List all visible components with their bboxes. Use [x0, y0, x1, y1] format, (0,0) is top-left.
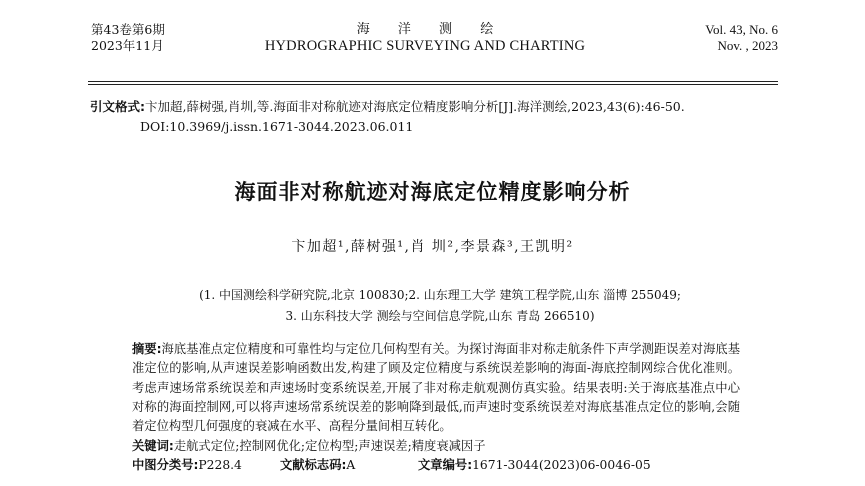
clc-value: P228.4 — [198, 458, 242, 472]
abstract — [132, 340, 740, 436]
keywords — [132, 437, 486, 455]
date-en: Nov. , 2023 — [717, 38, 778, 53]
journal-name-en: HYDROGRAPHIC SURVEYING AND CHARTING — [264, 38, 586, 54]
keywords-text: 走航式定位;控制网优化;定位构型;声速误差;精度衰减因子 — [173, 439, 486, 453]
header-rule-bottom — [88, 84, 778, 85]
document-code — [280, 456, 355, 474]
affiliations — [150, 285, 730, 327]
article-number-label: 文章编号: — [418, 458, 473, 472]
abstract-label: 摘要: — [132, 342, 162, 356]
citation-block — [90, 97, 790, 137]
clc-label: 中图分类号: — [132, 458, 199, 472]
date-zh: 2023年11月 — [91, 38, 164, 53]
affiliation-line-2: 3. 山东科技大学 测绘与空间信息学院,山东 青岛 266510) — [285, 309, 595, 323]
issue-info-en — [705, 22, 778, 54]
clc-number — [132, 456, 242, 474]
doi: DOI:10.3969/j.issn.1671-3044.2023.06.011 — [140, 119, 414, 134]
volume-issue-zh: 第43卷第6期 — [91, 22, 165, 37]
doc-code-label: 文献标志码: — [280, 458, 347, 472]
doc-code-value: A — [346, 458, 356, 472]
author-list: 卞加超¹,薛树强¹,肖 圳²,李景森³,王凯明² — [291, 239, 574, 255]
citation-text: 卞加超,薛树强,肖圳,等.海面非对称航迹对海底定位精度影响分析[J].海洋测绘,2023,43(6):46-50. — [145, 99, 685, 114]
citation-label: 引文格式: — [90, 99, 145, 114]
article-number-value: 1671-3044(2023)06-0046-05 — [472, 458, 651, 472]
volume-issue-en: Vol. 43, No. 6 — [705, 22, 778, 37]
affiliation-line-1: (1. 中国测绘科学研究院,北京 100830;2. 山东理工大学 建筑工程学院,山东 淄博 255049; — [199, 288, 681, 302]
header-rule-top — [88, 81, 778, 82]
abstract-text: 海底基准点定位精度和可靠性均与定位几何构型有关。为探讨海面非对称走航条件下声学测距误差对海底基准定位的影响,从声速误差影响函数出发,构建了顾及定位精度与系统误差影响的海面-海底控制网综合优化准则。考虑声速场常系统误差和声速场时变系统误差,开展了非对称走航观测仿真实验。结果表明:关于海底基准点中心对称的海面控制网,可以将声速场常系统误差的影响降到最低,而声速时变系统误差对海底基准点定位的影响,会随着定位构型几何强度的衰减在水平、高程分量间相互转化。 — [132, 342, 740, 434]
journal-name — [250, 22, 600, 55]
keywords-label: 关键词: — [132, 439, 174, 453]
journal-name-zh: 海 洋 测 绘 — [356, 22, 506, 37]
issue-info-zh — [91, 22, 165, 54]
paper-title: 海面非对称航迹对海底定位精度影响分析 — [234, 180, 631, 204]
article-number — [418, 456, 651, 474]
